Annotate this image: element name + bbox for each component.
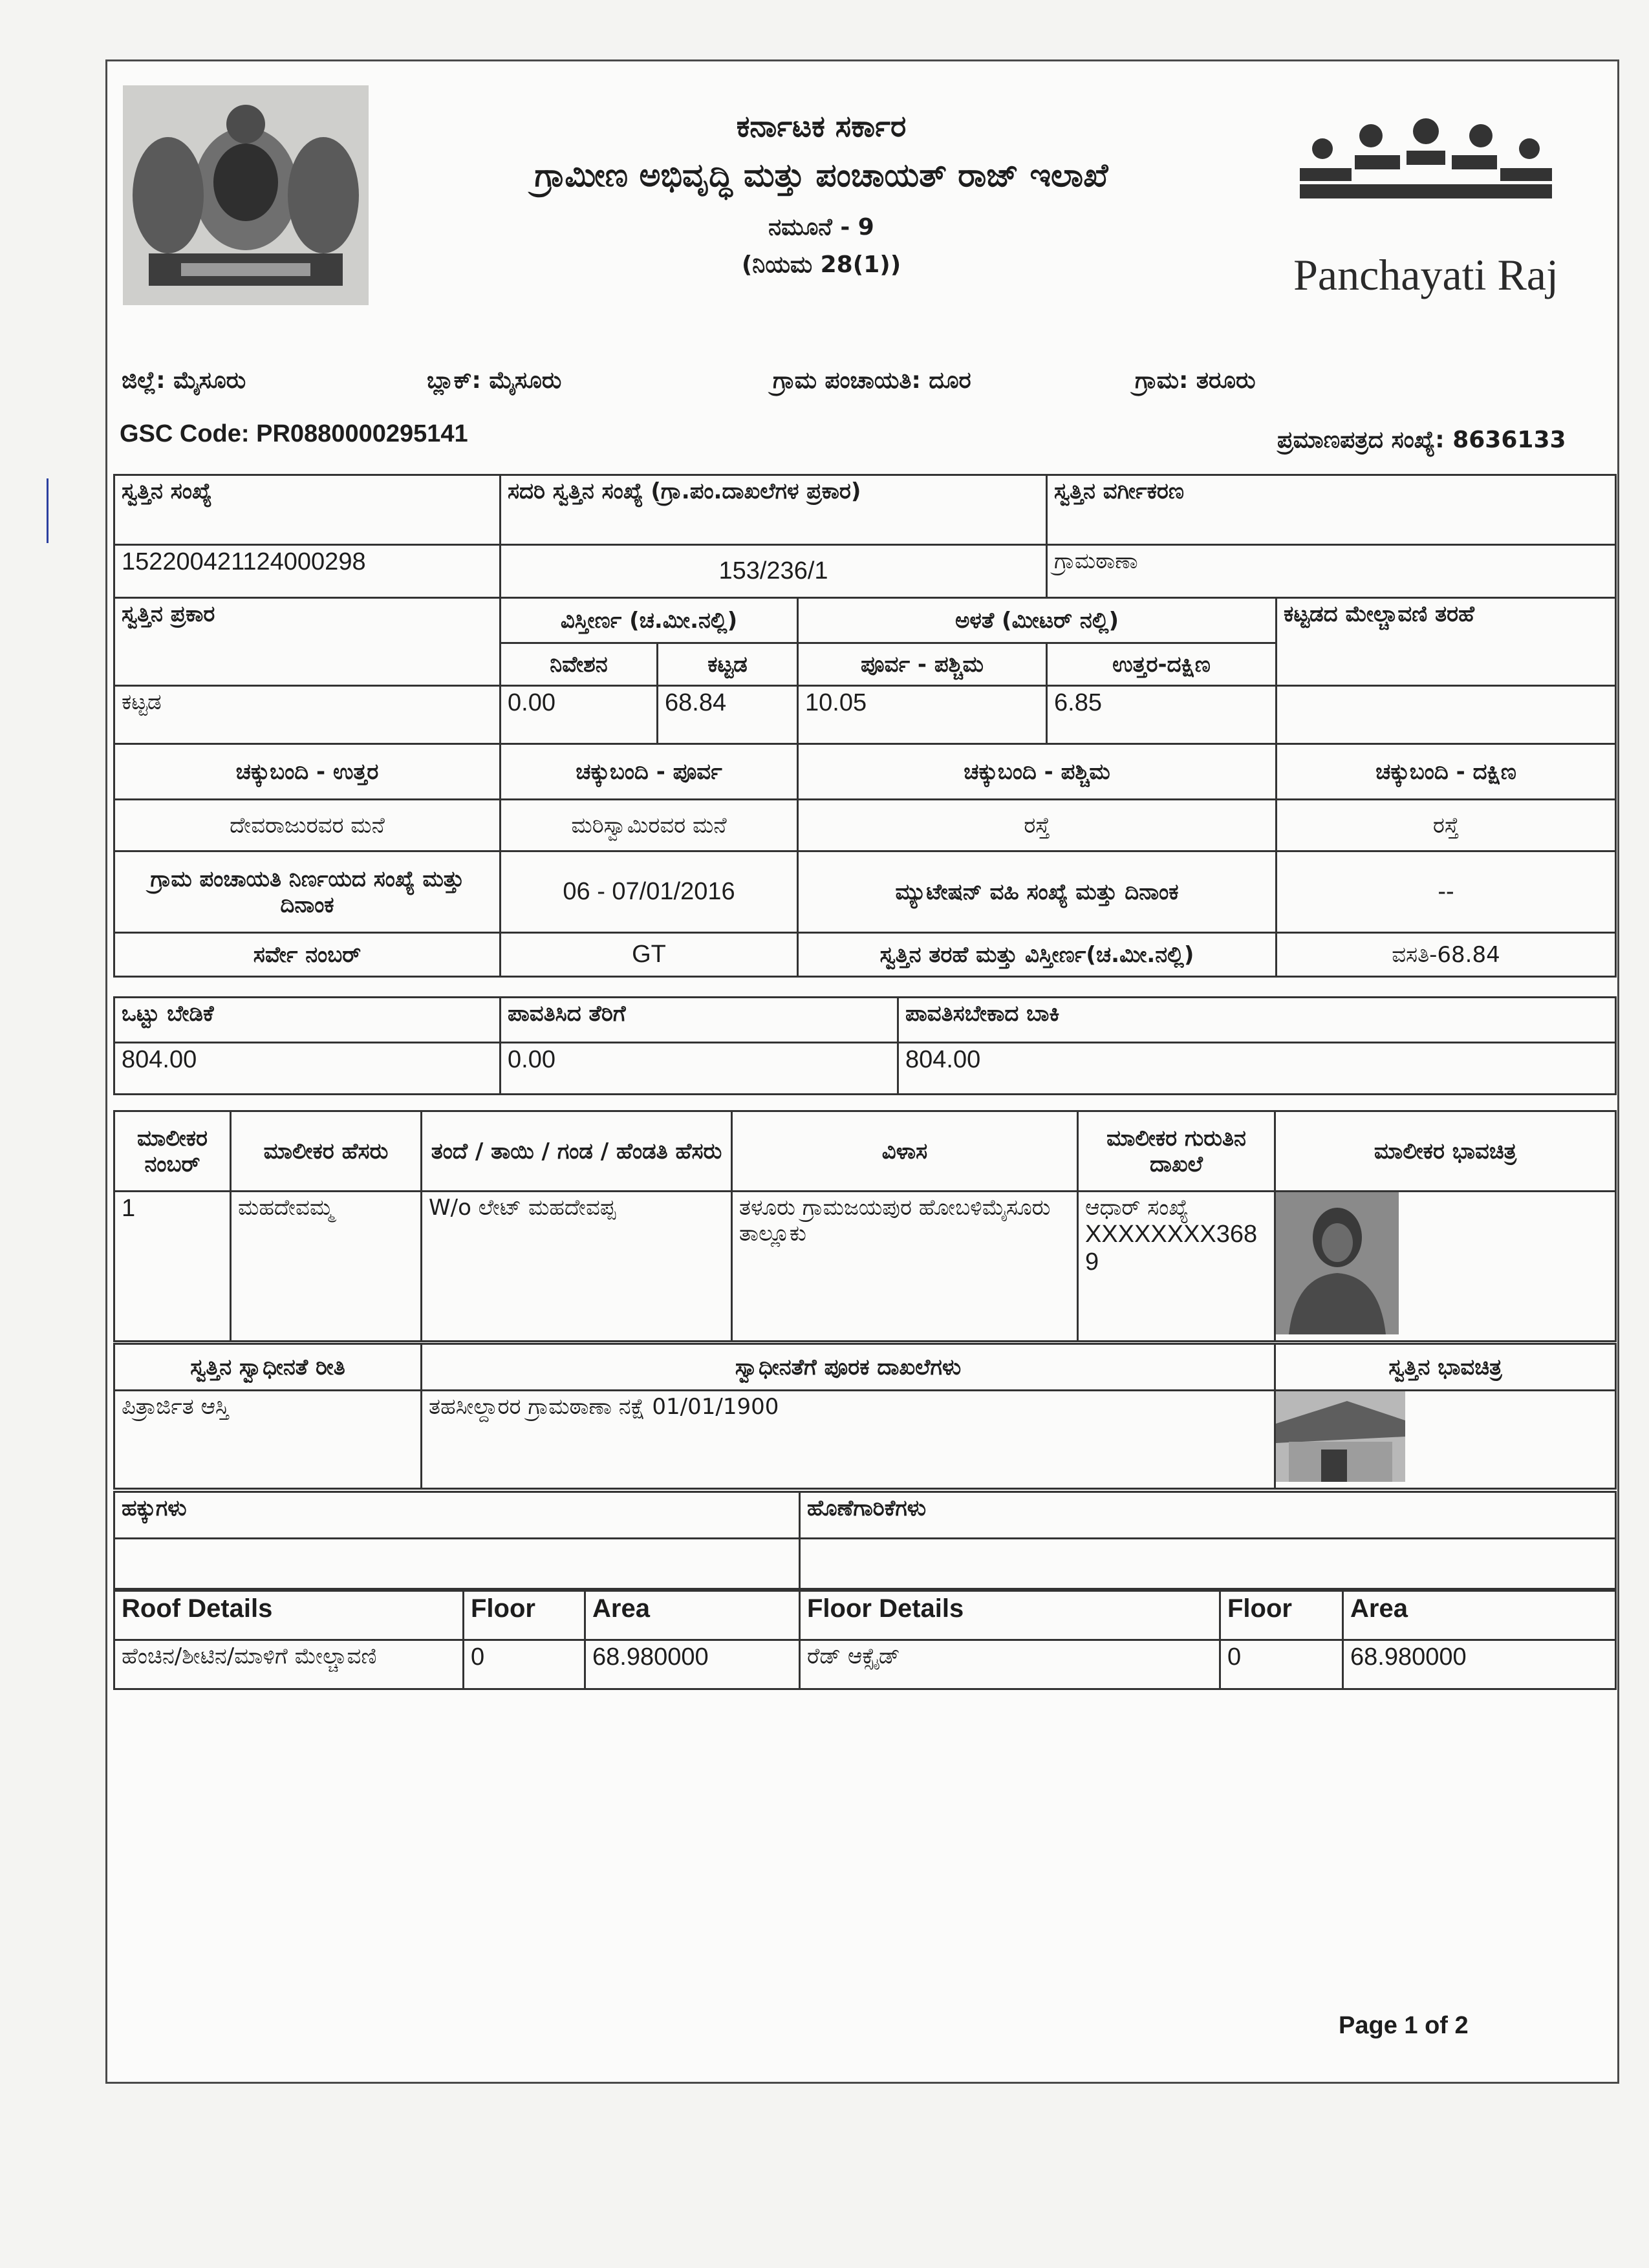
boundary-west: ರಸ್ತೆ	[798, 800, 1277, 851]
h-supporting-docs: ಸ್ವಾಧೀನತೆಗೆ ಪೂರಕ ದಾಖಲೆಗಳು	[422, 1344, 1275, 1391]
ownership-mode: ಪಿತ್ರಾರ್ಜಿತ ಆಸ್ತಿ	[114, 1391, 422, 1489]
h-property-type: ಸ್ವತ್ತಿನ ಪ್ರಕಾರ	[114, 598, 501, 686]
survey-number: GT	[501, 933, 798, 977]
h-east-west: ಪೂರ್ವ - ಪಶ್ಚಿಮ	[798, 643, 1047, 686]
logo-text: Panchayati Raj	[1293, 250, 1558, 299]
h-total-demand: ಒಟ್ಟು ಬೇಡಿಕೆ	[114, 998, 501, 1043]
property-nature: ವಸತಿ-68.84	[1277, 933, 1616, 977]
h-property-nature: ಸ್ವತ್ತಿನ ತರಹೆ ಮತ್ತು ವಿಸ್ತೀರ್ಣ(ಚ.ಮೀ.ನಲ್ಲಿ)	[798, 933, 1277, 977]
owners-table	[113, 1110, 1617, 1342]
department-title: ಗ್ರಾಮೀಣ ಅಭಿವೃದ್ಧಿ ಮತ್ತು ಪಂಚಾಯತ್ ರಾಜ್ ಇಲಾಖೆ	[534, 156, 1108, 194]
roof-floor: 0	[464, 1640, 585, 1689]
district: ಜಿಲ್ಲೆ: ಮೈಸೂರು	[122, 367, 246, 394]
owner-photo-cell	[1275, 1192, 1616, 1342]
building-area: 68.84	[658, 686, 798, 744]
property-id: 152200421124000298	[114, 545, 501, 598]
h-roof-details: Roof Details	[114, 1591, 464, 1640]
property-type: ಕಟ್ಟಡ	[114, 686, 501, 744]
h-floor-floor: Floor	[1220, 1591, 1343, 1640]
people-icon	[1287, 113, 1565, 210]
tax-table	[113, 996, 1617, 1095]
north-south: 6.85	[1047, 686, 1277, 744]
old-property-id: 153/236/1	[501, 545, 1047, 598]
floor-area: 68.980000	[1343, 1640, 1616, 1689]
form-number: ನಮೂನೆ - 9	[768, 214, 874, 241]
h-dimension: ಅಳತೆ (ಮೀಟರ್ ನಲ್ಲಿ)	[798, 598, 1277, 643]
liabilities	[800, 1539, 1616, 1589]
h-relation: ತಂದೆ / ತಾಯಿ / ಗಂಡ / ಹೆಂಡತಿ ಹೆಸರು	[422, 1111, 732, 1192]
govt-title: ಕರ್ನಾಟಕ ಸರ್ಕಾರ	[736, 109, 907, 144]
h-resolution: ಗ್ರಾಮ ಪಂಚಾಯತಿ ನಿರ್ಣಯದ ಸಂಖ್ಯೆ ಮತ್ತು ದಿನಾಂಕ	[114, 851, 501, 933]
h-boundary-north: ಚಕ್ಕುಬಂದಿ - ಉತ್ತರ	[114, 744, 501, 800]
h-building: ಕಟ್ಟಡ	[658, 643, 798, 686]
h-roof-type: ಕಟ್ಟಡದ ಮೇಲ್ಚಾವಣಿ ತರಹೆ	[1277, 598, 1616, 686]
supporting-docs: ತಹಸೀಲ್ದಾರರ ಗ್ರಾಮಠಾಣಾ ನಕ್ಷೆ 01/01/1900	[422, 1391, 1275, 1489]
h-balance-due: ಪಾವತಿಸಬೇಕಾದ ಬಾಕಿ	[898, 998, 1616, 1043]
table-row	[114, 1192, 1616, 1342]
owner-photo	[1276, 1192, 1399, 1334]
h-old-property-id: ಸದರಿ ಸ್ವತ್ತಿನ ಸಂಖ್ಯೆ (ಗ್ರಾ.ಪಂ.ದಾಖಲೆಗಳ ಪ್ರಕಾರ)	[501, 475, 1047, 545]
boundary-east: ಮರಿಸ್ವಾಮಿರವರ ಮನೆ	[501, 800, 798, 851]
boundaries-table	[113, 743, 1617, 978]
h-floor-details: Floor Details	[800, 1591, 1220, 1640]
certificate-number: ಪ್ರಮಾಣಪತ್ರದ ಸಂಖ್ಯೆ: 8636133	[1277, 427, 1566, 453]
village: ಗ್ರಾಮ: ತರೂರು	[1135, 367, 1256, 394]
boundary-north: ದೇವರಾಜುರವರ ಮನೆ	[114, 800, 501, 851]
balance-due: 804.00	[898, 1043, 1616, 1095]
resolution: 06 - 07/01/2016	[501, 851, 798, 933]
h-survey-number: ಸರ್ವೇ ನಂಬರ್	[114, 933, 501, 977]
h-owner-id: ಮಾಲೀಕರ ಗುರುತಿನ ದಾಖಲೆ	[1078, 1111, 1275, 1192]
owner-address: ತಳೂರು ಗ್ರಾಮಜಯಪುರ ಹೋಬಳಿಮೈಸೂರು ತಾಲ್ಲೂಕು	[732, 1192, 1078, 1342]
rights-table	[113, 1491, 1617, 1590]
east-west: 10.05	[798, 686, 1047, 744]
h-property-photo: ಸ್ವತ್ತಿನ ಭಾವಚಿತ್ರ	[1275, 1344, 1616, 1391]
h-liabilities: ಹೊಣೆಗಾರಿಕೆಗಳು	[800, 1492, 1616, 1539]
rights	[114, 1539, 800, 1589]
tax-paid: 0.00	[501, 1043, 898, 1095]
property-id-table	[113, 474, 1617, 599]
floor-floor: 0	[1220, 1640, 1343, 1689]
floor-type-detail: ರೆಡ್ ಆಕ್ಸೈಡ್	[800, 1640, 1220, 1689]
h-owner-no: ಮಾಲೀಕರ ನಂಬರ್	[114, 1111, 231, 1192]
page-number: Page 1 of 2	[1339, 2012, 1469, 2039]
roof-type	[1277, 686, 1616, 744]
h-ownership-mode: ಸ್ವತ್ತಿನ ಸ್ವಾಧೀನತೆ ರೀತಿ	[114, 1344, 422, 1391]
gsc-code: GSC Code: PR0880000295141	[120, 420, 468, 447]
h-area: ವಿಸ್ತೀರ್ಣ (ಚ.ಮೀ.ನಲ್ಲಿ)	[501, 598, 798, 643]
h-site: ನಿವೇಶನ	[501, 643, 658, 686]
site-area: 0.00	[501, 686, 658, 744]
owner-relation: W/o ಲೇಟ್ ಮಹದೇವಪ್ಪ	[422, 1192, 732, 1342]
rule-number: (ನಿಯಮ 28(1))	[741, 251, 901, 278]
h-boundary-west: ಚಕ್ಕುಬಂದಿ - ಪಶ್ಚಿಮ	[798, 744, 1277, 800]
property-photo-cell	[1275, 1391, 1616, 1489]
owner-id-value: XXXXXXXX3689	[1085, 1221, 1258, 1276]
total-demand: 804.00	[114, 1043, 501, 1095]
document-header	[453, 109, 1190, 279]
h-floor-area: Area	[1343, 1591, 1616, 1640]
panchayati-raj-logo	[1287, 113, 1565, 301]
owner-name: ಮಹದೇವಮ್ಮ	[231, 1192, 422, 1342]
h-rights: ಹಕ್ಕುಗಳು	[114, 1492, 800, 1539]
block: ಬ್ಲಾಕ್: ಮೈಸೂರು	[427, 367, 562, 394]
state-emblem-icon	[123, 85, 369, 305]
roof-area: 68.980000	[585, 1640, 800, 1689]
h-roof-floor: Floor	[464, 1591, 585, 1640]
roof-floor-table	[113, 1590, 1617, 1690]
h-roof-area: Area	[585, 1591, 800, 1640]
owner-id-label: ಆಧಾರ್ ಸಂಖ್ಯೆ	[1085, 1195, 1189, 1221]
property-area-table	[113, 597, 1617, 745]
owner-no: 1	[114, 1192, 231, 1342]
h-address: ವಿಳಾಸ	[732, 1111, 1078, 1192]
classification: ಗ್ರಾಮಠಾಣಾ	[1047, 545, 1616, 598]
ownership-table	[113, 1343, 1617, 1490]
h-boundary-south: ಚಕ್ಕುಬಂದಿ - ದಕ್ಷಿಣ	[1277, 744, 1616, 800]
gram-panchayat: ಗ್ರಾಮ ಪಂಚಾಯತಿ: ದೂರ	[773, 367, 971, 394]
h-property-id: ಸ್ವತ್ತಿನ ಸಂಖ್ಯೆ	[114, 475, 501, 545]
h-owner-name: ಮಾಲೀಕರ ಹೆಸರು	[231, 1111, 422, 1192]
property-photo	[1276, 1391, 1405, 1482]
h-classification: ಸ್ವತ್ತಿನ ವರ್ಗೀಕರಣ	[1047, 475, 1616, 545]
pen-mark	[47, 478, 48, 543]
h-mutation: ಮ್ಯುಟೇಷನ್ ವಹಿ ಸಂಖ್ಯೆ ಮತ್ತು ದಿನಾಂಕ	[798, 851, 1277, 933]
h-tax-paid: ಪಾವತಿಸಿದ ತೆರಿಗೆ	[501, 998, 898, 1043]
h-owner-photo: ಮಾಲೀಕರ ಭಾವಚಿತ್ರ	[1275, 1111, 1616, 1192]
h-boundary-east: ಚಕ್ಕುಬಂದಿ - ಪೂರ್ವ	[501, 744, 798, 800]
owner-id-cell	[1078, 1192, 1275, 1342]
roof-type-detail: ಹೆಂಚಿನ/ಶೀಟಿನ/ಮಾಳಿಗೆ ಮೇಲ್ಚಾವಣಿ	[114, 1640, 464, 1689]
boundary-south: ರಸ್ತೆ	[1277, 800, 1616, 851]
mutation: --	[1277, 851, 1616, 933]
h-north-south: ಉತ್ತರ-ದಕ್ಷಿಣ	[1047, 643, 1277, 686]
